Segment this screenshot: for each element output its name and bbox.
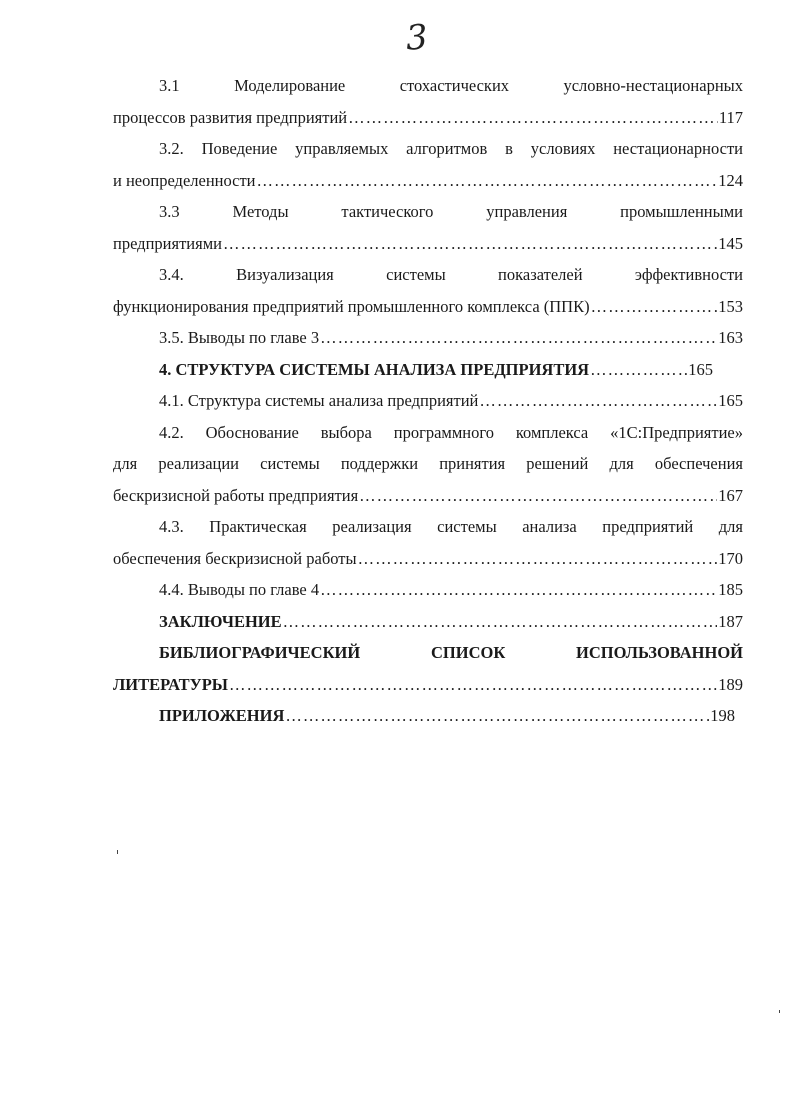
toc-entry-3-5 <box>113 322 743 354</box>
toc-page-bibliography: 189 <box>718 674 743 694</box>
leader-dots <box>320 322 717 354</box>
toc-page-3-4: 153 <box>718 296 743 316</box>
toc-entry-3-4-text: функционирования предприятий промышленного комплекса (ППК) <box>113 296 590 316</box>
toc-entry-3-3-line2 <box>113 228 743 260</box>
toc-bibliography-text: ЛИТЕРАТУРЫ <box>113 674 228 694</box>
toc-entry-3-1-line1: 3.1 Моделирование стохастических условно-нестационарных <box>159 76 743 95</box>
toc-entry-4-4 <box>113 574 743 606</box>
scan-speck <box>117 850 118 854</box>
toc-entry-4-3-text: обеспечения бескризисной работы <box>113 548 357 568</box>
toc-entry-4-1-text: 4.1. Структура системы анализа предприятий <box>159 391 479 410</box>
leader-dots <box>257 165 718 197</box>
toc-page-4-3: 170 <box>718 548 743 568</box>
leader-dots <box>358 543 718 575</box>
leader-dots <box>229 669 717 701</box>
toc-entry-4-3-line2 <box>113 543 743 575</box>
toc-entry-3-4-line1: 3.4. Визуализация системы показателей эффективности <box>159 265 743 284</box>
toc-entry-3-4-line2 <box>113 291 743 323</box>
toc-entry-4-4-text: 4.4. Выводы по главе 4 <box>159 580 320 599</box>
toc-bibliography-line2 <box>113 669 743 701</box>
toc-chapter-4-text: 4. СТРУКТУРА СИСТЕМЫ АНАЛИЗА ПРЕДПРИЯТИЯ <box>159 359 590 379</box>
toc-page-4-1: 165 <box>718 391 743 410</box>
toc-entry-3-2-line1: 3.2. Поведение управляемых алгоритмов в условиях нестационарности <box>159 139 743 158</box>
toc-entry-4-2-line3 <box>113 480 743 512</box>
toc-appendices-text: ПРИЛОЖЕНИЯ <box>159 706 285 725</box>
leader-dots <box>359 480 717 512</box>
toc-entry-3-2-line2 <box>113 165 743 197</box>
toc-entry-4-2-text: бескризисной работы предприятия <box>113 485 359 505</box>
toc-page-3-5: 163 <box>718 328 743 347</box>
toc-page-3-3: 145 <box>718 233 743 253</box>
leader-dots <box>283 606 718 638</box>
leader-dots <box>348 102 718 134</box>
toc-chapter-4 <box>113 354 743 386</box>
page-number: 3 <box>404 17 430 59</box>
toc-entry-4-3-line1: 4.3. Практическая реализация системы анализа предприятий для <box>159 517 743 536</box>
toc-page-conclusion: 187 <box>718 611 743 631</box>
toc-conclusion-text: ЗАКЛЮЧЕНИЕ <box>159 611 282 631</box>
toc-page-3-1: 117 <box>718 107 743 127</box>
toc-appendices <box>113 700 743 732</box>
toc-bibliography-line1: БИБЛИОГРАФИЧЕСКИЙ СПИСОК ИСПОЛЬЗОВАННОЙ <box>159 643 743 662</box>
toc-page-chapter-4: 165 <box>688 359 713 379</box>
toc-entry-3-3-line1: 3.3 Методы тактического управления промышленными <box>159 202 743 221</box>
toc-page-3-2: 124 <box>718 170 743 190</box>
toc-page-appendices: 198 <box>710 706 735 725</box>
toc-entry-3-1-text: процессов развития предприятий <box>113 107 348 127</box>
toc-entry-3-2-text: и неопределенности <box>113 170 256 190</box>
toc-conclusion <box>113 606 743 638</box>
leader-dots <box>285 700 709 732</box>
toc-entry-4-2-line1: 4.2. Обоснование выбора программного комплекса «1С:Предприятие» <box>159 422 743 442</box>
toc-entry-3-5-text: 3.5. Выводы по главе 3 <box>159 328 320 347</box>
leader-dots <box>479 385 717 417</box>
toc-entry-3-3-text: предприятиями <box>113 233 222 253</box>
toc-page-4-4: 185 <box>718 580 743 599</box>
toc-entry-3-1-line2 <box>113 102 743 134</box>
leader-dots <box>320 574 717 606</box>
scan-speck <box>779 1010 780 1013</box>
toc-entry-4-1 <box>113 385 743 417</box>
leader-dots <box>591 291 718 323</box>
table-of-contents <box>113 70 743 732</box>
toc-page-4-2: 167 <box>718 485 743 505</box>
leader-dots <box>223 228 717 260</box>
toc-entry-4-2-line2: для реализации системы поддержки принятия решений для обеспечения <box>113 454 743 473</box>
leader-dots <box>590 354 687 386</box>
